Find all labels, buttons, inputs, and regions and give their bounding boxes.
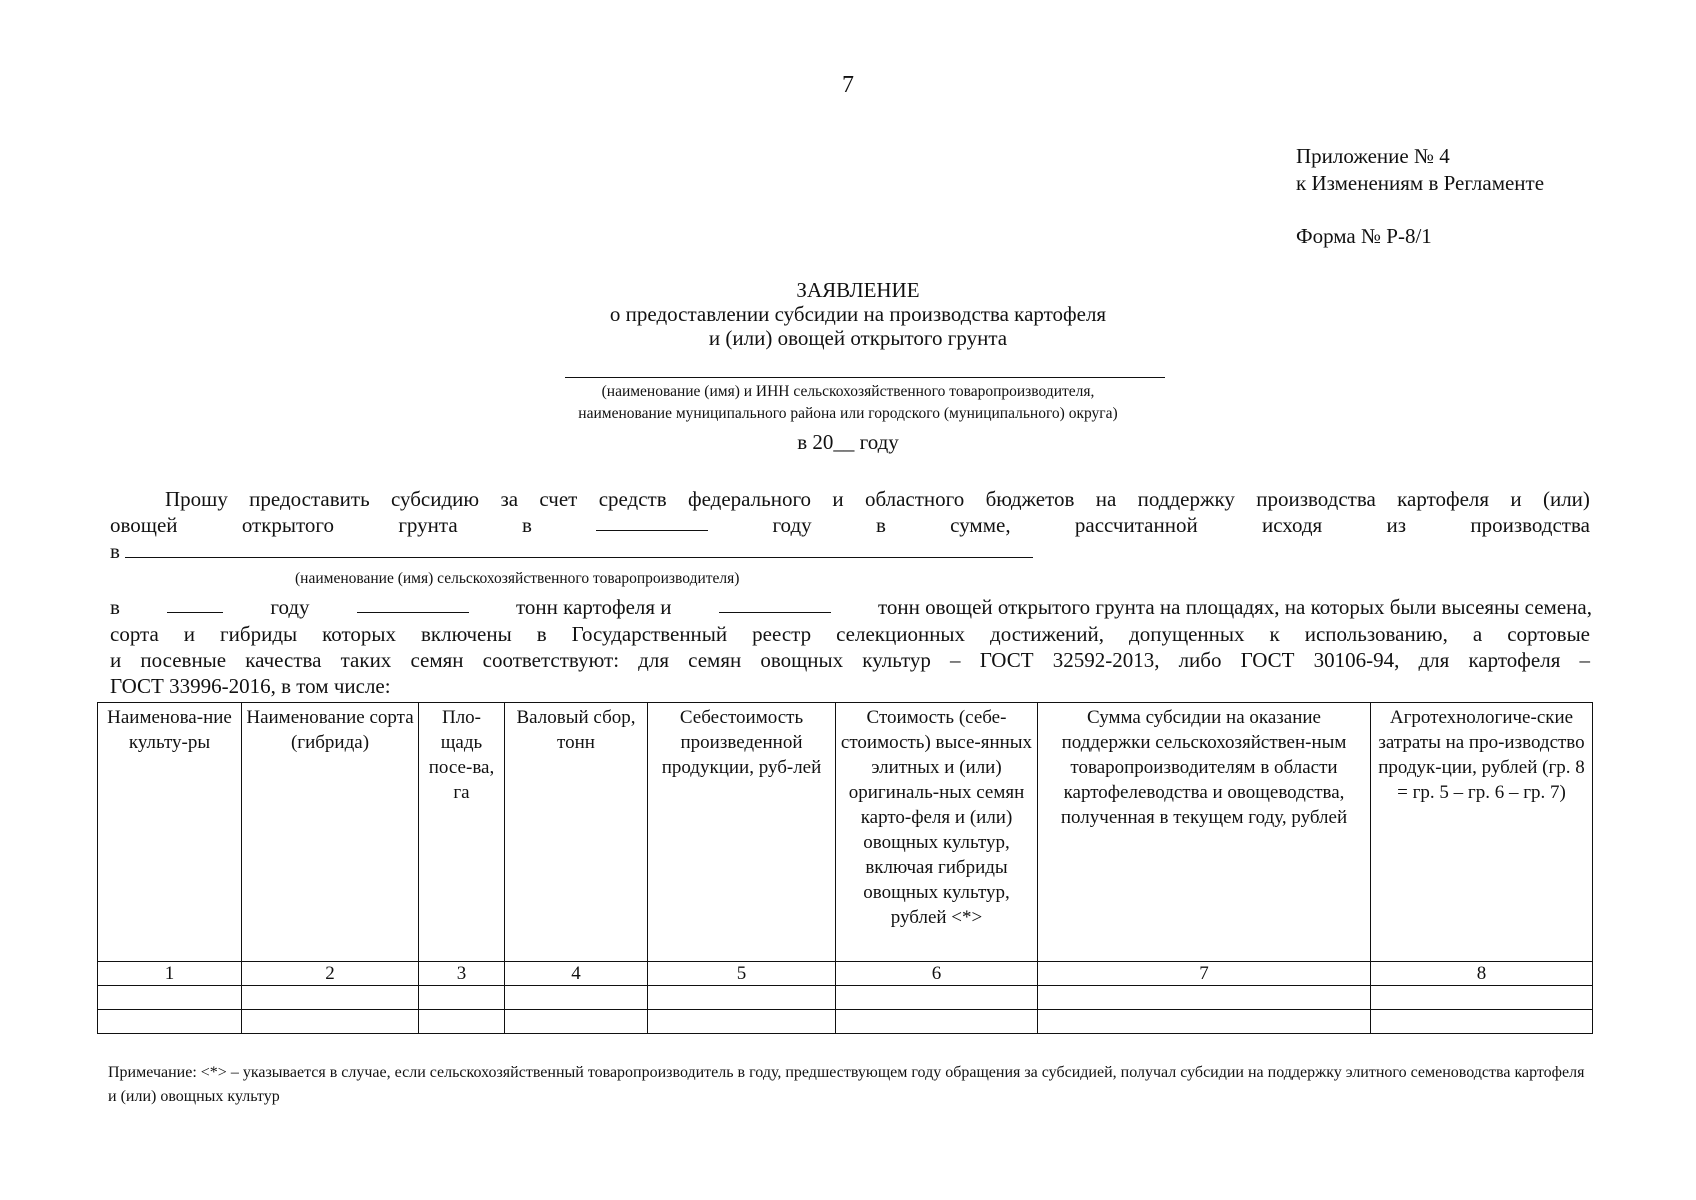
table-cell[interactable] [648,986,836,1010]
body-word: грунта [398,513,458,537]
body-line-3-start: в [110,539,120,563]
body-word: производства [1470,513,1590,537]
body-word: и [1510,487,1522,511]
body-word: Прошу [165,487,228,511]
body-line-4 [110,595,1592,619]
body-word: субсидию [390,487,480,511]
body-word: овощей [110,513,178,537]
table-row [98,1010,1593,1034]
body-word: производства [1256,487,1376,511]
table-row [98,986,1593,1010]
body-word: на [1095,487,1117,511]
title-line-2: о предоставлении субсидии на производства картофеля [609,302,1107,326]
column-number: 3 [419,962,505,986]
title-line-3: и (или) овощей открытого грунта [708,326,1008,350]
body-line-6: и посевные качества таких семян соответствуют: для семян овощных культур – ГОСТ 32592-2013, либо ГОСТ 30106-94, для картофеля – [110,648,1590,672]
body-word: поддержку [1137,487,1235,511]
table-cell[interactable] [505,1010,648,1034]
body-line-2 [110,513,1590,538]
table-cell[interactable] [242,986,419,1010]
potato-tonnes-blank [357,595,469,613]
producer-sub-caption: (наименование (имя) сельскохозяйственного товаропроизводителя) [295,570,740,587]
body-line-4-d: тонн овощей открытого грунта на площадях, на которых были высеяны семена, [878,595,1592,619]
body-word: из [1386,513,1407,537]
body-line-4-b: году [270,595,310,619]
body-word: (или) [1542,487,1590,511]
body-word: в [875,513,886,537]
column-header-variety: Наименование сорта (гибрида) [242,703,419,962]
body-line-1 [165,487,1590,511]
body-line-7: ГОСТ 33996-2016, в том числе: [110,674,391,698]
column-number: 8 [1371,962,1593,986]
producer-caption [398,381,1298,425]
year-line: в 20__ году [797,430,899,454]
table-cell[interactable] [836,1010,1038,1034]
body-line-5: сорта и гибриды которых включены в Государственный реестр селекционных достижений, допущенных к использованию, а сортовые [110,622,1590,646]
appendix-reference [1296,143,1544,197]
column-number: 6 [836,962,1038,986]
body-word: областного [864,487,965,511]
column-header-seed-cost: Стоимость (себе-стоимость) высе-янных элитных и (или) оригиналь-ных семян карто-феля и (или) овощных культур, включая гибриды овощных культур, рублей <*> [836,703,1038,962]
body-word: открытого [241,513,335,537]
body-word: предоставить [249,487,370,511]
body-word: счет [539,487,578,511]
table-cell[interactable] [1371,1010,1593,1034]
subsidy-table [97,702,1593,1034]
body-word: рассчитанной [1074,513,1198,537]
producer-name-blank [125,540,1033,558]
page-number: 7 [842,72,854,98]
body-word: сумме, [950,513,1011,537]
footnote: Примечание: <*> – указывается в случае, если сельскохозяйственный товаропроизводитель в году, предшествующем году обращения за субсидией, получал субсидии на поддержку элитного семеноводства картофеля и (или) овощных культур [108,1064,1585,1105]
body-line-4-c: тонн картофеля и [516,595,672,619]
producer-caption-line-2: наименование муниципального района или городского (муниципального) округа) [578,405,1118,422]
table-cell[interactable] [419,986,505,1010]
table-cell[interactable] [98,1010,242,1034]
body-word: за [500,487,519,511]
vegetables-tonnes-blank [719,595,831,613]
column-number: 2 [242,962,419,986]
body-word: исходя [1261,513,1323,537]
column-number: 4 [505,962,648,986]
body-word: в [521,513,532,537]
document-title [498,278,1218,350]
appendix-line-2: к Изменениям в Регламенте [1296,171,1545,195]
table-cell[interactable] [1371,986,1593,1010]
year-blank [167,595,223,613]
table-header-row [98,703,1593,962]
column-header-crop: Наименова-ние культу-ры [98,703,242,962]
table-cell[interactable] [98,986,242,1010]
table-cell[interactable] [836,986,1038,1010]
column-header-area: Пло-щадь посе-ва, га [419,703,505,962]
column-header-subsidy: Сумма субсидии на оказание поддержки сельскохозяйствен-ным товаропроизводителям в области картофелеводства и овощеводства, полученная в текущем году, рублей [1038,703,1371,962]
form-number: Форма № Р-8/1 [1296,224,1432,248]
body-word: федерального [687,487,812,511]
body-word: году [772,513,812,537]
column-header-agro-costs: Агротехнологиче-ские затраты на про-изводство продук-ции, рублей (гр. 8 = гр. 5 – гр. 6 – гр. 7) [1371,703,1593,962]
column-header-cost: Себестоимость произведенной продукции, руб-лей [648,703,836,962]
body-word: бюджетов [985,487,1075,511]
column-number: 7 [1038,962,1371,986]
table-cell[interactable] [648,1010,836,1034]
table-cell[interactable] [1038,986,1371,1010]
year-blank [596,513,708,531]
producer-name-line [565,377,1165,378]
column-header-yield: Валовый сбор, тонн [505,703,648,962]
body-line-3 [110,539,1590,563]
appendix-line-1: Приложение № 4 [1296,144,1450,168]
table-cell[interactable] [505,986,648,1010]
column-number: 1 [98,962,242,986]
column-number: 5 [648,962,836,986]
table-cell[interactable] [1038,1010,1371,1034]
column-number-row [98,962,1593,986]
body-word: картофеля [1397,487,1490,511]
producer-caption-line-1: (наименование (имя) и ИНН сельскохозяйственного товаропроизводителя, [601,383,1095,400]
table-cell[interactable] [419,1010,505,1034]
body-word: средств [598,487,667,511]
body-word: и [832,487,844,511]
title-heading: ЗАЯВЛЕНИЕ [796,278,920,302]
body-line-4-a: в [110,595,120,619]
table-cell[interactable] [242,1010,419,1034]
